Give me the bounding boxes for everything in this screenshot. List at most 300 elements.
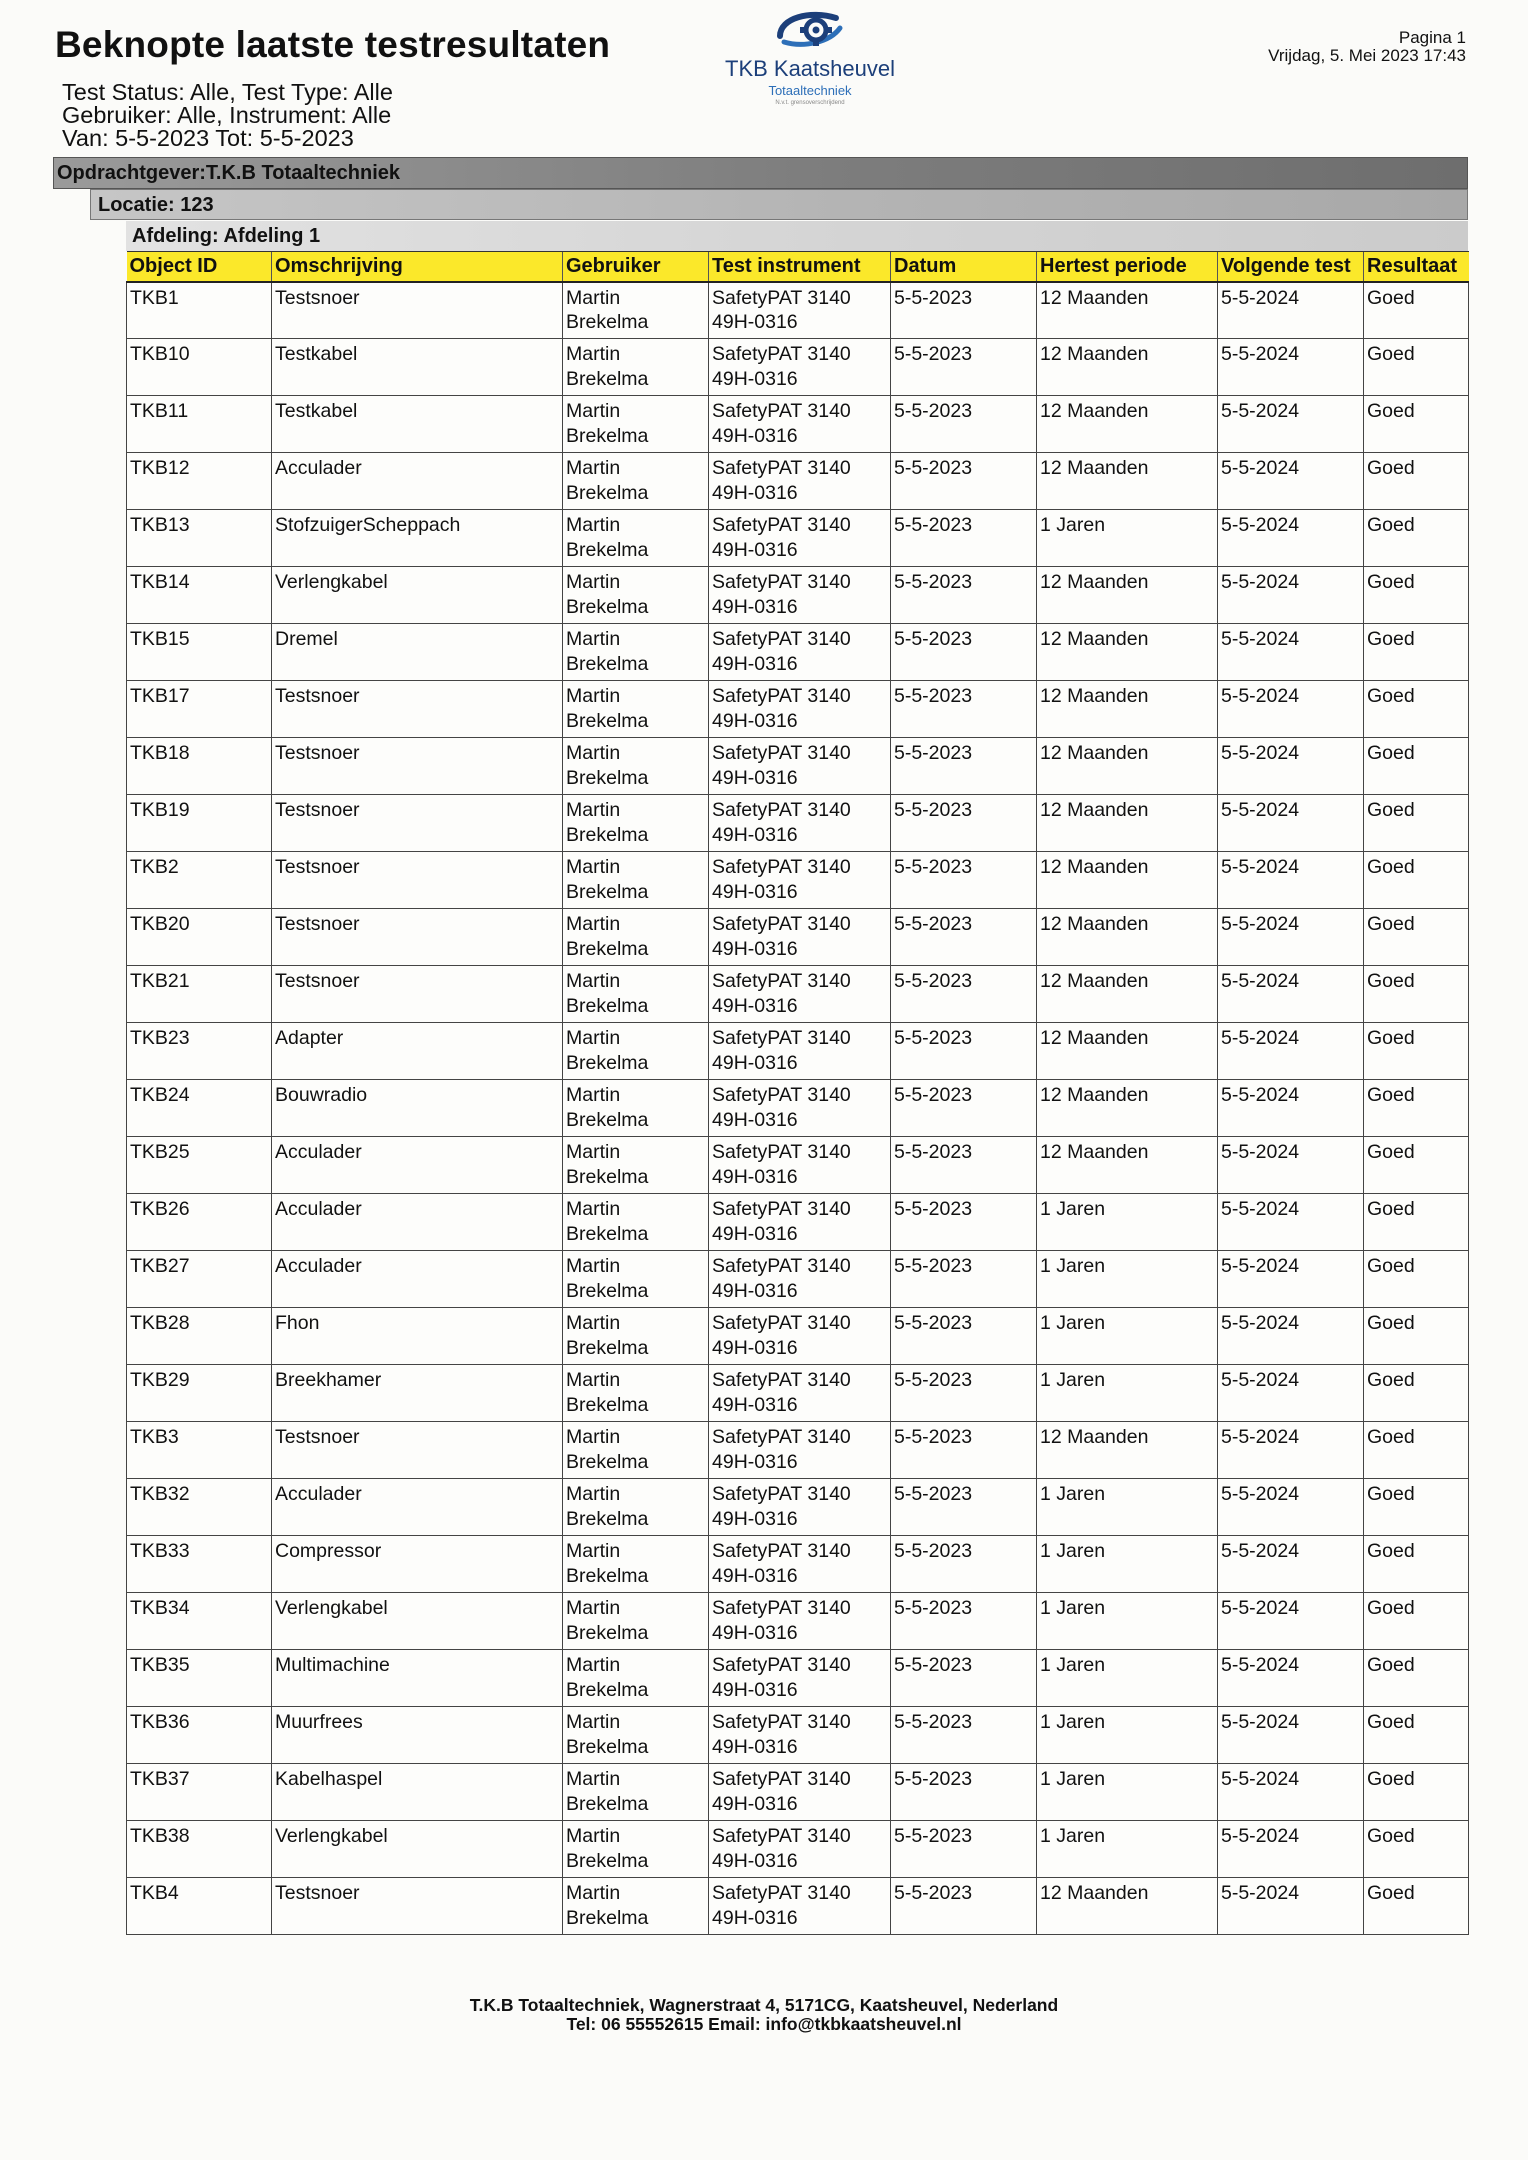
cell-resultaat (1364, 852, 1469, 909)
cell-gebruiker-text: Brekelma (566, 1222, 649, 1245)
cell-object-id (127, 1194, 272, 1251)
cell-test-instrument-text: 49H-0316 (712, 1621, 798, 1644)
cell-hertest-periode (1037, 1764, 1218, 1821)
cell-resultaat-text: Goed (1367, 1825, 1415, 1847)
cell-gebruiker-text: Brekelma (566, 1735, 649, 1758)
table-row (127, 567, 1469, 624)
cell-object-id (127, 681, 272, 738)
print-date: Vrijdag, 5. Mei 2023 17:43 (1268, 46, 1466, 65)
cell-gebruiker (563, 1593, 709, 1650)
cell-test-instrument-text: 49H-0316 (712, 1735, 798, 1758)
cell-object-id-text: TKB36 (130, 1711, 190, 1733)
cell-omschrijving-text: Multimachine (275, 1654, 390, 1676)
cell-object-id (127, 624, 272, 681)
cell-test-instrument-text: SafetyPAT 3140 (712, 1825, 851, 1847)
cell-resultaat-text: Goed (1367, 685, 1415, 707)
cell-test-instrument-text: 49H-0316 (712, 1393, 798, 1416)
cell-gebruiker-text: Brekelma (566, 1450, 649, 1473)
cell-gebruiker (563, 681, 709, 738)
cell-gebruiker (563, 1365, 709, 1422)
cell-hertest-periode-text: 1 Jaren (1040, 1711, 1106, 1733)
cell-resultaat-text: Goed (1367, 514, 1415, 536)
table-row (127, 1365, 1469, 1422)
cell-resultaat (1364, 1194, 1469, 1251)
cell-object-id-text: TKB11 (130, 400, 189, 422)
cell-test-instrument (709, 1707, 891, 1764)
cell-omschrijving (272, 909, 563, 966)
cell-omschrijving (272, 282, 563, 339)
cell-object-id (127, 1308, 272, 1365)
cell-resultaat (1364, 624, 1469, 681)
cell-resultaat (1364, 1536, 1469, 1593)
cell-test-instrument-text: SafetyPAT 3140 (712, 343, 851, 365)
cell-test-instrument-text: SafetyPAT 3140 (712, 1084, 851, 1106)
cell-object-id-text: TKB12 (130, 457, 190, 479)
cell-gebruiker (563, 909, 709, 966)
cell-resultaat (1364, 567, 1469, 624)
cell-object-id (127, 1821, 272, 1878)
cell-hertest-periode (1037, 1878, 1218, 1935)
cell-gebruiker-text: Martin (566, 571, 621, 593)
cell-omschrijving-text: Dremel (275, 628, 338, 650)
cell-resultaat-text: Goed (1367, 1426, 1415, 1448)
cell-omschrijving-text: Acculader (275, 1198, 362, 1220)
cell-gebruiker-text: Martin (566, 685, 621, 707)
cell-volgende-test (1218, 282, 1364, 339)
cell-volgende-test-text: 5-5-2024 (1221, 1483, 1300, 1505)
cell-volgende-test (1218, 1536, 1364, 1593)
cell-datum-text: 5-5-2023 (894, 1084, 973, 1106)
footer (0, 1996, 1528, 2034)
cell-hertest-periode-text: 12 Maanden (1040, 742, 1149, 764)
cell-test-instrument-text: 49H-0316 (712, 1678, 798, 1701)
table-row (127, 1479, 1469, 1536)
cell-hertest-periode-text: 1 Jaren (1040, 1654, 1106, 1676)
cell-object-id-text: TKB10 (130, 343, 190, 365)
cell-datum (891, 567, 1037, 624)
cell-datum-text: 5-5-2023 (894, 1825, 973, 1847)
cell-test-instrument-text: SafetyPAT 3140 (712, 514, 851, 536)
cell-gebruiker (563, 1251, 709, 1308)
table-row (127, 681, 1469, 738)
cell-volgende-test (1218, 1023, 1364, 1080)
cell-volgende-test-text: 5-5-2024 (1221, 1141, 1300, 1163)
cell-hertest-periode-text: 12 Maanden (1040, 856, 1149, 878)
cell-hertest-periode (1037, 1023, 1218, 1080)
cell-datum-text: 5-5-2023 (894, 1312, 973, 1334)
cell-object-id (127, 1878, 272, 1935)
cell-omschrijving-text: Verlengkabel (275, 1597, 388, 1619)
cell-test-instrument-text: 49H-0316 (712, 766, 798, 789)
cell-object-id (127, 567, 272, 624)
cell-datum-text: 5-5-2023 (894, 343, 973, 365)
cell-datum-text: 5-5-2023 (894, 571, 973, 593)
cell-datum (891, 795, 1037, 852)
cell-hertest-periode-text: 12 Maanden (1040, 400, 1149, 422)
cell-test-instrument-text: 49H-0316 (712, 1849, 798, 1872)
table-row (127, 1308, 1469, 1365)
cell-resultaat-text: Goed (1367, 571, 1415, 593)
cell-resultaat-text: Goed (1367, 1027, 1415, 1049)
cell-gebruiker-text: Martin (566, 1768, 621, 1790)
cell-volgende-test (1218, 1821, 1364, 1878)
cell-gebruiker-text: Brekelma (566, 1279, 649, 1302)
cell-test-instrument (709, 852, 891, 909)
cell-test-instrument-text: 49H-0316 (712, 595, 798, 618)
cell-volgende-test (1218, 1764, 1364, 1821)
cell-test-instrument (709, 453, 891, 510)
cell-resultaat-text: Goed (1367, 286, 1415, 309)
cell-datum-text: 5-5-2023 (894, 1597, 973, 1619)
cell-test-instrument-text: SafetyPAT 3140 (712, 1369, 851, 1391)
cell-volgende-test-text: 5-5-2024 (1221, 457, 1300, 479)
logo-company-name: TKB Kaatsheuvel (725, 56, 895, 81)
cell-test-instrument-text: 49H-0316 (712, 1051, 798, 1074)
cell-datum-text: 5-5-2023 (894, 799, 973, 821)
cell-gebruiker-text: Martin (566, 400, 621, 422)
cell-omschrijving (272, 1536, 563, 1593)
cell-object-id (127, 1707, 272, 1764)
cell-test-instrument (709, 396, 891, 453)
table-row (127, 510, 1469, 567)
cell-test-instrument-text: SafetyPAT 3140 (712, 1141, 851, 1163)
cell-resultaat-text: Goed (1367, 1597, 1415, 1619)
cell-volgende-test-text: 5-5-2024 (1221, 1882, 1300, 1904)
table-row (127, 738, 1469, 795)
cell-object-id (127, 1764, 272, 1821)
cell-datum-text: 5-5-2023 (894, 685, 973, 707)
cell-test-instrument (709, 1308, 891, 1365)
cell-hertest-periode-text: 1 Jaren (1040, 1312, 1106, 1334)
cell-resultaat-text: Goed (1367, 970, 1415, 992)
cell-gebruiker-text: Brekelma (566, 766, 649, 789)
cell-volgende-test (1218, 396, 1364, 453)
cell-hertest-periode-text: 12 Maanden (1040, 457, 1149, 479)
cell-volgende-test (1218, 339, 1364, 396)
cell-gebruiker-text: Martin (566, 913, 621, 935)
cell-datum-text: 5-5-2023 (894, 1198, 973, 1220)
logo-tagline: N.v.t. grensoverschrijdend (775, 100, 845, 106)
cell-test-instrument (709, 1650, 891, 1707)
cell-resultaat (1364, 966, 1469, 1023)
cell-hertest-periode-text: 12 Maanden (1040, 571, 1149, 593)
cell-datum-text: 5-5-2023 (894, 1711, 973, 1733)
cell-object-id-text: TKB19 (130, 799, 190, 821)
cell-object-id (127, 453, 272, 510)
cell-object-id-text: TKB18 (130, 742, 190, 764)
table-row (127, 1194, 1469, 1251)
cell-datum-text: 5-5-2023 (894, 1369, 973, 1391)
cell-volgende-test (1218, 1137, 1364, 1194)
cell-datum-text: 5-5-2023 (894, 913, 973, 935)
cell-hertest-periode (1037, 1821, 1218, 1878)
cell-resultaat (1364, 1764, 1469, 1821)
cell-omschrijving (272, 396, 563, 453)
cell-object-id (127, 909, 272, 966)
table-row (127, 966, 1469, 1023)
cell-volgende-test-text: 5-5-2024 (1221, 1027, 1300, 1049)
cell-volgende-test (1218, 1650, 1364, 1707)
cell-resultaat-text: Goed (1367, 457, 1415, 479)
cell-test-instrument-text: SafetyPAT 3140 (712, 1654, 851, 1676)
cell-hertest-periode (1037, 795, 1218, 852)
cell-test-instrument-text: SafetyPAT 3140 (712, 1540, 851, 1562)
cell-gebruiker-text: Martin (566, 1141, 621, 1163)
cell-object-id (127, 1080, 272, 1137)
cell-hertest-periode (1037, 1707, 1218, 1764)
cell-hertest-periode (1037, 1080, 1218, 1137)
cell-volgende-test-text: 5-5-2024 (1221, 1768, 1300, 1790)
cell-volgende-test (1218, 1251, 1364, 1308)
cell-datum (891, 1365, 1037, 1422)
cell-resultaat-text: Goed (1367, 628, 1415, 650)
cell-hertest-periode-text: 12 Maanden (1040, 286, 1149, 309)
cell-test-instrument-text: 49H-0316 (712, 994, 798, 1017)
cell-test-instrument-text: SafetyPAT 3140 (712, 400, 851, 422)
cell-volgende-test-text: 5-5-2024 (1221, 1255, 1300, 1277)
cell-gebruiker-text: Martin (566, 1312, 621, 1334)
cell-gebruiker-text: Brekelma (566, 1165, 649, 1188)
cell-hertest-periode-text: 1 Jaren (1040, 1369, 1106, 1391)
table-row (127, 1536, 1469, 1593)
cell-gebruiker (563, 339, 709, 396)
cell-gebruiker (563, 852, 709, 909)
cell-volgende-test (1218, 1707, 1364, 1764)
cell-omschrijving (272, 738, 563, 795)
cell-test-instrument-text: 49H-0316 (712, 1792, 798, 1815)
cell-test-instrument-text: SafetyPAT 3140 (712, 1426, 851, 1448)
cell-omschrijving (272, 1479, 563, 1536)
cell-datum (891, 1308, 1037, 1365)
cell-resultaat (1364, 795, 1469, 852)
cell-omschrijving-text: StofzuigerScheppach (275, 514, 461, 536)
cell-gebruiker-text: Martin (566, 457, 621, 479)
cell-resultaat-text: Goed (1367, 856, 1415, 878)
cell-gebruiker-text: Brekelma (566, 1906, 649, 1929)
cell-volgende-test-text: 5-5-2024 (1221, 1597, 1300, 1619)
cell-omschrijving (272, 624, 563, 681)
cell-object-id-text: TKB27 (130, 1255, 190, 1277)
cell-omschrijving-text: Testkabel (275, 343, 358, 365)
cell-omschrijving-text: Kabelhaspel (275, 1768, 383, 1790)
cell-omschrijving (272, 1821, 563, 1878)
cell-hertest-periode-text: 12 Maanden (1040, 1141, 1149, 1163)
cell-datum (891, 1536, 1037, 1593)
cell-test-instrument (709, 1137, 891, 1194)
cell-test-instrument-text: SafetyPAT 3140 (712, 1198, 851, 1220)
cell-omschrijving (272, 795, 563, 852)
cell-omschrijving-text: Testsnoer (275, 970, 360, 992)
report-title: Beknopte laatste testresultaten (55, 24, 611, 65)
cell-hertest-periode-text: 12 Maanden (1040, 343, 1149, 365)
cell-datum-text: 5-5-2023 (894, 1654, 973, 1676)
cell-gebruiker-text: Brekelma (566, 1393, 649, 1416)
cell-hertest-periode (1037, 1479, 1218, 1536)
cell-hertest-periode (1037, 510, 1218, 567)
cell-hertest-periode-text: 1 Jaren (1040, 1483, 1106, 1505)
cell-hertest-periode (1037, 1365, 1218, 1422)
cell-omschrijving-text: Testsnoer (275, 742, 360, 764)
cell-hertest-periode-text: 1 Jaren (1040, 1825, 1106, 1847)
cell-resultaat-text: Goed (1367, 799, 1415, 821)
cell-hertest-periode-text: 12 Maanden (1040, 1027, 1149, 1049)
cell-test-instrument (709, 1536, 891, 1593)
cell-omschrijving-text: Acculader (275, 1141, 362, 1163)
cell-hertest-periode-text: 1 Jaren (1040, 1597, 1106, 1619)
cell-volgende-test (1218, 909, 1364, 966)
cell-datum-text: 5-5-2023 (894, 1882, 973, 1904)
filter-user-instrument: Gebruiker: Alle, Instrument: Alle (62, 102, 392, 128)
cell-gebruiker-text: Brekelma (566, 1849, 649, 1872)
cell-gebruiker (563, 1308, 709, 1365)
cell-gebruiker (563, 282, 709, 339)
table-row (127, 795, 1469, 852)
table-row (127, 1764, 1469, 1821)
cell-volgende-test (1218, 1593, 1364, 1650)
cell-volgende-test-text: 5-5-2024 (1221, 742, 1300, 764)
cell-omschrijving (272, 1878, 563, 1935)
cell-volgende-test-text: 5-5-2024 (1221, 1711, 1300, 1733)
cell-volgende-test (1218, 1194, 1364, 1251)
cell-hertest-periode (1037, 396, 1218, 453)
filter-date-range: Van: 5-5-2023 Tot: 5-5-2023 (62, 125, 354, 151)
cell-object-id-text: TKB25 (130, 1141, 190, 1163)
cell-volgende-test (1218, 1479, 1364, 1536)
cell-test-instrument-text: 49H-0316 (712, 1906, 798, 1929)
cell-volgende-test-text: 5-5-2024 (1221, 1825, 1300, 1847)
cell-test-instrument-text: 49H-0316 (712, 1336, 798, 1359)
cell-object-id-text: TKB17 (130, 685, 190, 707)
cell-datum (891, 339, 1037, 396)
cell-resultaat-text: Goed (1367, 343, 1415, 365)
cell-hertest-periode (1037, 852, 1218, 909)
cell-hertest-periode-text: 1 Jaren (1040, 1768, 1106, 1790)
cell-hertest-periode-text: 12 Maanden (1040, 1084, 1149, 1106)
cell-resultaat-text: Goed (1367, 1084, 1415, 1106)
cell-hertest-periode-text: 1 Jaren (1040, 1198, 1106, 1220)
cell-hertest-periode-text: 12 Maanden (1040, 685, 1149, 707)
cell-object-id (127, 1650, 272, 1707)
table-row (127, 1023, 1469, 1080)
cell-gebruiker-text: Brekelma (566, 1792, 649, 1815)
cell-gebruiker (563, 567, 709, 624)
cell-object-id-text: TKB37 (130, 1768, 190, 1790)
cell-hertest-periode (1037, 453, 1218, 510)
cell-datum-text: 5-5-2023 (894, 628, 973, 650)
cell-resultaat (1364, 339, 1469, 396)
cell-datum-text: 5-5-2023 (894, 742, 973, 764)
cell-volgende-test (1218, 795, 1364, 852)
cell-volgende-test-text: 5-5-2024 (1221, 1540, 1300, 1562)
cell-test-instrument-text: 49H-0316 (712, 880, 798, 903)
cell-object-id (127, 396, 272, 453)
cell-omschrijving-text: Verlengkabel (275, 571, 388, 593)
cell-resultaat-text: Goed (1367, 1369, 1415, 1391)
cell-test-instrument (709, 795, 891, 852)
cell-gebruiker-text: Martin (566, 514, 621, 536)
cell-omschrijving-text: Acculader (275, 1255, 362, 1277)
cell-datum (891, 1821, 1037, 1878)
table-row (127, 282, 1469, 339)
cell-gebruiker (563, 795, 709, 852)
cell-gebruiker-text: Brekelma (566, 595, 649, 618)
table-row (127, 624, 1469, 681)
cell-test-instrument-text: SafetyPAT 3140 (712, 1597, 851, 1619)
cell-test-instrument-text: SafetyPAT 3140 (712, 628, 851, 650)
cell-hertest-periode (1037, 1194, 1218, 1251)
cell-gebruiker-text: Brekelma (566, 880, 649, 903)
logo-subtitle: Totaaltechniek (768, 83, 852, 98)
cell-hertest-periode (1037, 1536, 1218, 1593)
cell-resultaat-text: Goed (1367, 1654, 1415, 1676)
cell-hertest-periode-text: 12 Maanden (1040, 628, 1149, 650)
cell-test-instrument (709, 1194, 891, 1251)
cell-test-instrument (709, 1365, 891, 1422)
table-row (127, 1137, 1469, 1194)
cell-datum-text: 5-5-2023 (894, 1255, 973, 1277)
cell-test-instrument-text: 49H-0316 (712, 1507, 798, 1530)
cell-volgende-test-text: 5-5-2024 (1221, 1312, 1300, 1334)
footer-address: T.K.B Totaaltechniek, Wagnerstraat 4, 5171CG, Kaatsheuvel, Nederland (469, 1995, 1059, 2015)
cell-datum (891, 1023, 1037, 1080)
cell-datum (891, 966, 1037, 1023)
cell-hertest-periode-text: 12 Maanden (1040, 913, 1149, 935)
cell-gebruiker-text: Brekelma (566, 1051, 649, 1074)
cell-gebruiker-text: Brekelma (566, 1564, 649, 1587)
cell-test-instrument (709, 567, 891, 624)
table-row (127, 1821, 1469, 1878)
cell-gebruiker (563, 1080, 709, 1137)
cell-object-id (127, 1422, 272, 1479)
cell-volgende-test-text: 5-5-2024 (1221, 1198, 1300, 1220)
cell-object-id-text: TKB1 (130, 286, 179, 309)
table-row (127, 1593, 1469, 1650)
cell-object-id-text: TKB3 (130, 1426, 179, 1448)
cell-test-instrument-text: 49H-0316 (712, 1450, 798, 1473)
table-row (127, 396, 1469, 453)
cell-gebruiker-text: Martin (566, 856, 621, 878)
cell-volgende-test (1218, 1365, 1364, 1422)
cell-resultaat (1364, 453, 1469, 510)
cell-datum-text: 5-5-2023 (894, 1141, 973, 1163)
cell-volgende-test-text: 5-5-2024 (1221, 514, 1300, 536)
cell-test-instrument-text: SafetyPAT 3140 (712, 1882, 851, 1904)
col-header-omschrijving: Omschrijving (272, 252, 563, 282)
cell-gebruiker-text: Martin (566, 286, 621, 309)
cell-datum (891, 1479, 1037, 1536)
cell-gebruiker (563, 396, 709, 453)
table-row (127, 1080, 1469, 1137)
cell-volgende-test-text: 5-5-2024 (1221, 343, 1300, 365)
table-row (127, 909, 1469, 966)
cell-omschrijving (272, 1251, 563, 1308)
cell-omschrijving-text: Testsnoer (275, 856, 360, 878)
table-row (127, 339, 1469, 396)
cell-object-id (127, 1593, 272, 1650)
cell-resultaat-text: Goed (1367, 400, 1415, 422)
cell-resultaat (1364, 1365, 1469, 1422)
cell-gebruiker-text: Martin (566, 1597, 621, 1619)
cell-resultaat-text: Goed (1367, 1882, 1415, 1904)
col-header-volgende-test: Volgende test (1218, 252, 1364, 282)
cell-datum-text: 5-5-2023 (894, 856, 973, 878)
cell-object-id-text: TKB2 (130, 856, 179, 878)
cell-datum (891, 1137, 1037, 1194)
cell-omschrijving (272, 1593, 563, 1650)
cell-test-instrument-text: SafetyPAT 3140 (712, 286, 851, 309)
cell-gebruiker-text: Martin (566, 628, 621, 650)
cell-omschrijving-text: Verlengkabel (275, 1825, 388, 1847)
